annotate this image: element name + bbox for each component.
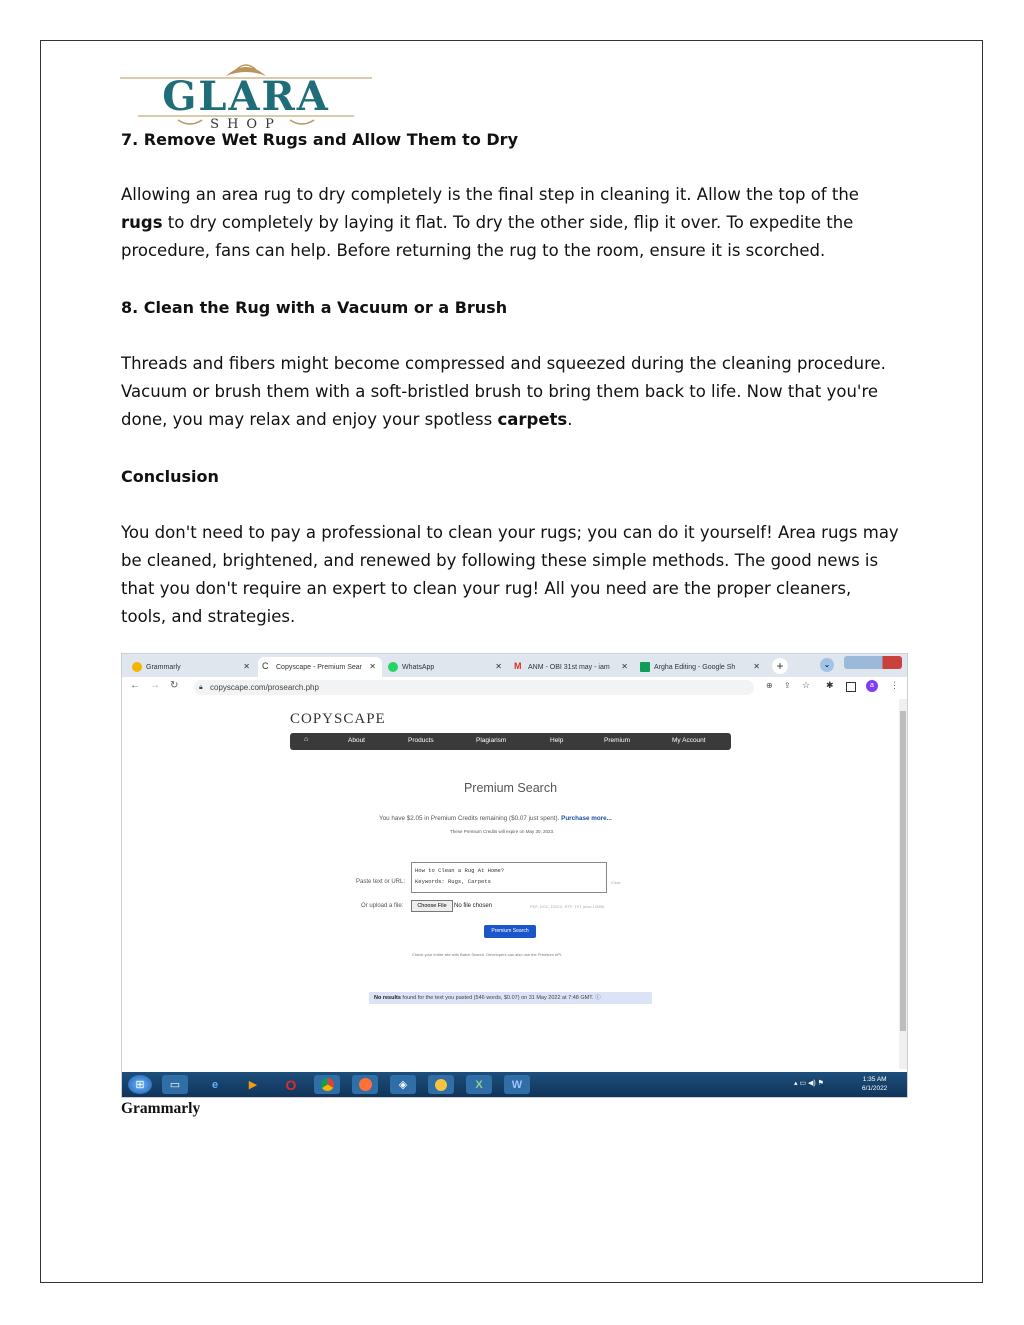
heading-conclusion: Conclusion	[121, 467, 219, 486]
tray-icons[interactable]: ▴ ▭ ◀) ⚑	[794, 1080, 824, 1087]
sidepanel-icon[interactable]	[846, 682, 856, 692]
premium-search-button[interactable]: Premium Search	[484, 925, 536, 938]
tab-copyscape[interactable]: C Copyscape - Premium Sear ✕	[258, 657, 382, 677]
close-icon[interactable]: ✕	[495, 662, 502, 671]
page-title: Premium Search	[463, 781, 558, 795]
compass-app-icon[interactable]	[428, 1075, 454, 1094]
nav-products[interactable]: Products	[408, 737, 434, 744]
back-icon[interactable]: ←	[130, 680, 140, 691]
share-icon[interactable]: ⇪	[784, 681, 791, 690]
close-icon[interactable]: ✕	[621, 662, 628, 671]
browser-tab-bar	[122, 654, 907, 677]
home-icon[interactable]: ⌂	[304, 736, 309, 743]
forward-icon[interactable]: →	[150, 680, 160, 691]
glara-shop-logo	[118, 58, 374, 130]
paste-label: Paste text or URL:	[356, 879, 406, 885]
system-clock[interactable]: 1:35 AM 6/1/2022	[862, 1076, 888, 1092]
text-input-area[interactable]: How to Clean a Rug At Home? Keywords: Rugs, Carpets	[411, 862, 607, 893]
start-button-icon[interactable]: ⊞	[128, 1075, 152, 1094]
scroll-thumb[interactable]	[900, 711, 906, 1031]
chrome-icon[interactable]	[314, 1075, 340, 1094]
lock-icon: 🔒︎	[199, 684, 203, 691]
upload-label: Or upload a file:	[361, 903, 404, 909]
address-bar	[122, 677, 907, 700]
expire-text: These Premium Credits will expire on May 30, 2023.	[450, 829, 555, 834]
heading-clean-rug-vacuum: 8. Clean the Rug with a Vacuum or a Brush	[121, 298, 508, 317]
word-icon[interactable]: W	[504, 1075, 530, 1094]
nav-help[interactable]: Help	[550, 737, 564, 744]
link-rugs[interactable]: rugs	[121, 213, 163, 232]
scrollbar[interactable]	[899, 699, 907, 1069]
logo-brand: GLARA	[162, 73, 330, 120]
paragraph-remove-wet-rugs: Allowing an area rug to dry completely is the final step in cleaning it. Allow the top of the rugs to dry completely by laying it flat. To dry the other side, flip it over. To expedite the procedure, fans can help. Before returning the rug to the room, ensure it is scorched.	[121, 185, 859, 260]
new-tab-icon[interactable]: +	[772, 658, 788, 674]
extensions-icon[interactable]: ✱	[826, 680, 834, 690]
link-carpets[interactable]: carpets	[497, 410, 568, 429]
logo-sub: SHOP	[210, 117, 282, 130]
url-input[interactable]: 🔒︎ copyscape.com/prosearch.php	[194, 680, 754, 695]
tab-grammarly[interactable]: Grammarly ✕	[128, 657, 256, 677]
nav-my-account[interactable]: My Account	[672, 737, 706, 744]
star-icon[interactable]: ☆	[802, 680, 811, 690]
copyscape-logo: COPYSCAPE	[290, 711, 386, 727]
whatsapp-icon	[388, 662, 398, 672]
choose-file-button[interactable]: Choose File	[411, 900, 453, 912]
windows-taskbar	[122, 1072, 907, 1097]
ie-icon[interactable]: e	[211, 1078, 219, 1091]
paragraph-conclusion: You don't need to pay a professional to clean your rugs; you can do it yourself! Area rugs may be cleaned, brightened, and renewed by following these simple methods. The good news is that you don't require an expert to clean your rug! All you need are the proper cleaners, tools, and strategies.	[121, 523, 899, 626]
firefox-icon[interactable]	[352, 1075, 378, 1094]
heading-remove-wet-rugs: 7. Remove Wet Rugs and Allow Them to Dry	[121, 130, 518, 149]
image-caption: Grammarly	[121, 1100, 201, 1117]
folder-icon[interactable]: ▭	[162, 1075, 188, 1094]
nav-plagiarism[interactable]: Plagiarism	[476, 737, 507, 744]
info-icon[interactable]: ⓘ	[595, 995, 601, 1001]
close-icon[interactable]: ✕	[753, 662, 760, 671]
tab-google-sheets[interactable]: Argha Editing - Google Sh ✕	[636, 657, 766, 677]
close-icon[interactable]: ✕	[243, 662, 250, 671]
grammarly-icon	[132, 662, 142, 672]
credits-text: You have $2.05 in Premium Credits remaining ($0.07 just spent). Purchase more...	[379, 815, 612, 822]
zoom-icon[interactable]: ⊕	[766, 681, 773, 690]
paragraph-clean-rug-vacuum: Threads and fibers might become compressed and squeezed during the cleaning procedure. Vacuum or brush them with a soft-bristled brush to bring them back to life. Now that you're done, you may relax and enjoy your spotless carpets.	[121, 354, 886, 429]
chevron-down-icon[interactable]: ⌄	[820, 658, 834, 672]
nav-about[interactable]: About	[348, 737, 365, 744]
reload-icon[interactable]: ↻	[170, 680, 179, 691]
close-icon[interactable]: ✕	[369, 662, 376, 671]
purchase-more-link[interactable]: Purchase more...	[561, 815, 612, 822]
gmail-icon: M	[514, 661, 522, 671]
no-file-text: No file chosen	[454, 903, 493, 909]
copyscape-page	[122, 699, 899, 1069]
profile-avatar[interactable]: a	[866, 680, 878, 692]
result-banner: No results found for the text you pasted (546 words, $0.07) on 31 May 2022 at 7:48 GMT. ⓘ	[369, 992, 652, 1004]
excel-icon[interactable]: X	[466, 1075, 492, 1094]
opera-icon[interactable]: O	[285, 1076, 297, 1093]
formats-text: PDF, DOC, DOCX, RTF, TXT (max 10MB)	[530, 904, 605, 909]
nav-premium[interactable]: Premium	[604, 737, 631, 744]
clear-link[interactable]: Clear	[611, 880, 621, 885]
copyscape-nav	[290, 733, 731, 750]
sheets-icon	[640, 662, 650, 672]
tab-whatsapp[interactable]: WhatsApp ✕	[384, 657, 508, 677]
copyscape-icon: C	[262, 661, 269, 671]
window-controls[interactable]	[844, 656, 902, 669]
menu-icon[interactable]: ⋮	[890, 680, 899, 690]
app-icon[interactable]: ◈	[390, 1075, 416, 1094]
batch-search-text: Check your entire site with Batch Search. Developers can also use the Premium API.	[412, 952, 563, 957]
media-player-icon[interactable]: ▶	[248, 1079, 258, 1091]
tab-gmail[interactable]: M ANM - OBI 31st may - iam ✕	[514, 661, 628, 671]
copyscape-screenshot	[121, 653, 908, 1098]
